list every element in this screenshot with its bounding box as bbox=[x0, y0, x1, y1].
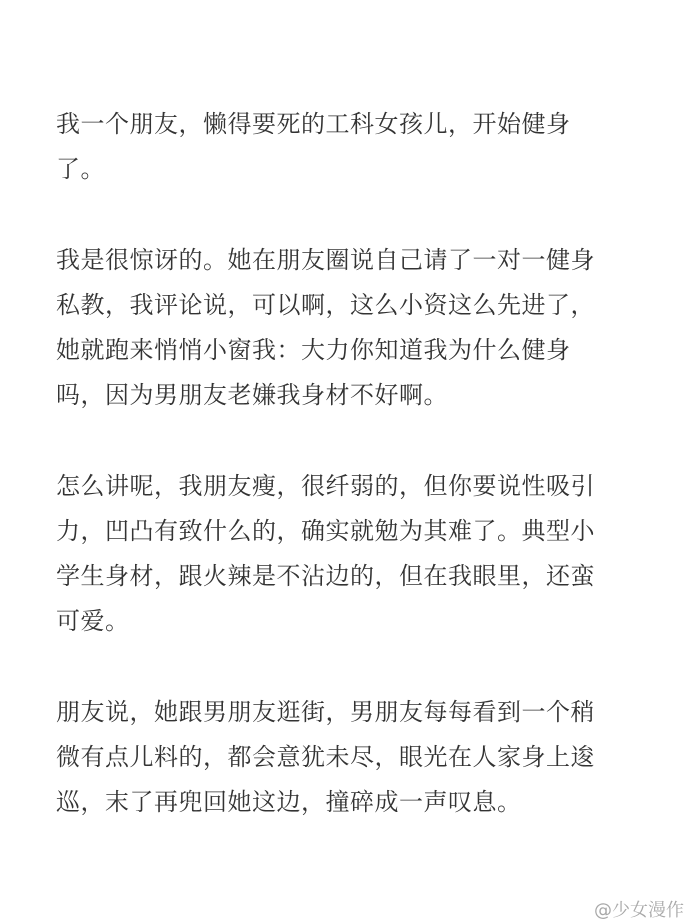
text-line: 吗，因为男朋友老嫌我身材不好啊。 bbox=[56, 381, 448, 409]
text-line: 她就跑来悄悄小窗我：大力你知道我为什么健身 bbox=[56, 336, 571, 364]
text-line: 学生身材，跟火辣是不沾边的，但在我眼里，还蛮 bbox=[56, 562, 595, 590]
text-line: 巡，末了再兜回她这边，撞碎成一声叹息。 bbox=[56, 788, 522, 816]
text-line: 我一个朋友，懒得要死的工科女孩儿，开始健身 bbox=[56, 110, 571, 138]
text-line: 微有点儿料的，都会意犹未尽，眼光在人家身上逡 bbox=[56, 743, 595, 771]
paragraph-1 bbox=[56, 102, 634, 192]
text-line: 我是很惊讶的。她在朋友圈说自己请了一对一健身 bbox=[56, 246, 595, 274]
paragraph-3 bbox=[56, 464, 634, 644]
paragraph-4 bbox=[56, 690, 634, 825]
text-line: 私教，我评论说，可以啊，这么小资这么先进了， bbox=[56, 291, 595, 319]
text-line: 可爱。 bbox=[56, 607, 130, 635]
text-line: 了。 bbox=[56, 155, 105, 183]
text-line: 朋友说，她跟男朋友逛街，男朋友每每看到一个稍 bbox=[56, 698, 595, 726]
paragraph-2 bbox=[56, 238, 634, 418]
text-line: 力，凹凸有致什么的，确实就勉为其难了。典型小 bbox=[56, 517, 595, 545]
text-line: 怎么讲呢，我朋友瘦，很纤弱的，但你要说性吸引 bbox=[56, 472, 595, 500]
article-body bbox=[56, 102, 634, 871]
watermark: @少女漫作 bbox=[594, 900, 684, 921]
